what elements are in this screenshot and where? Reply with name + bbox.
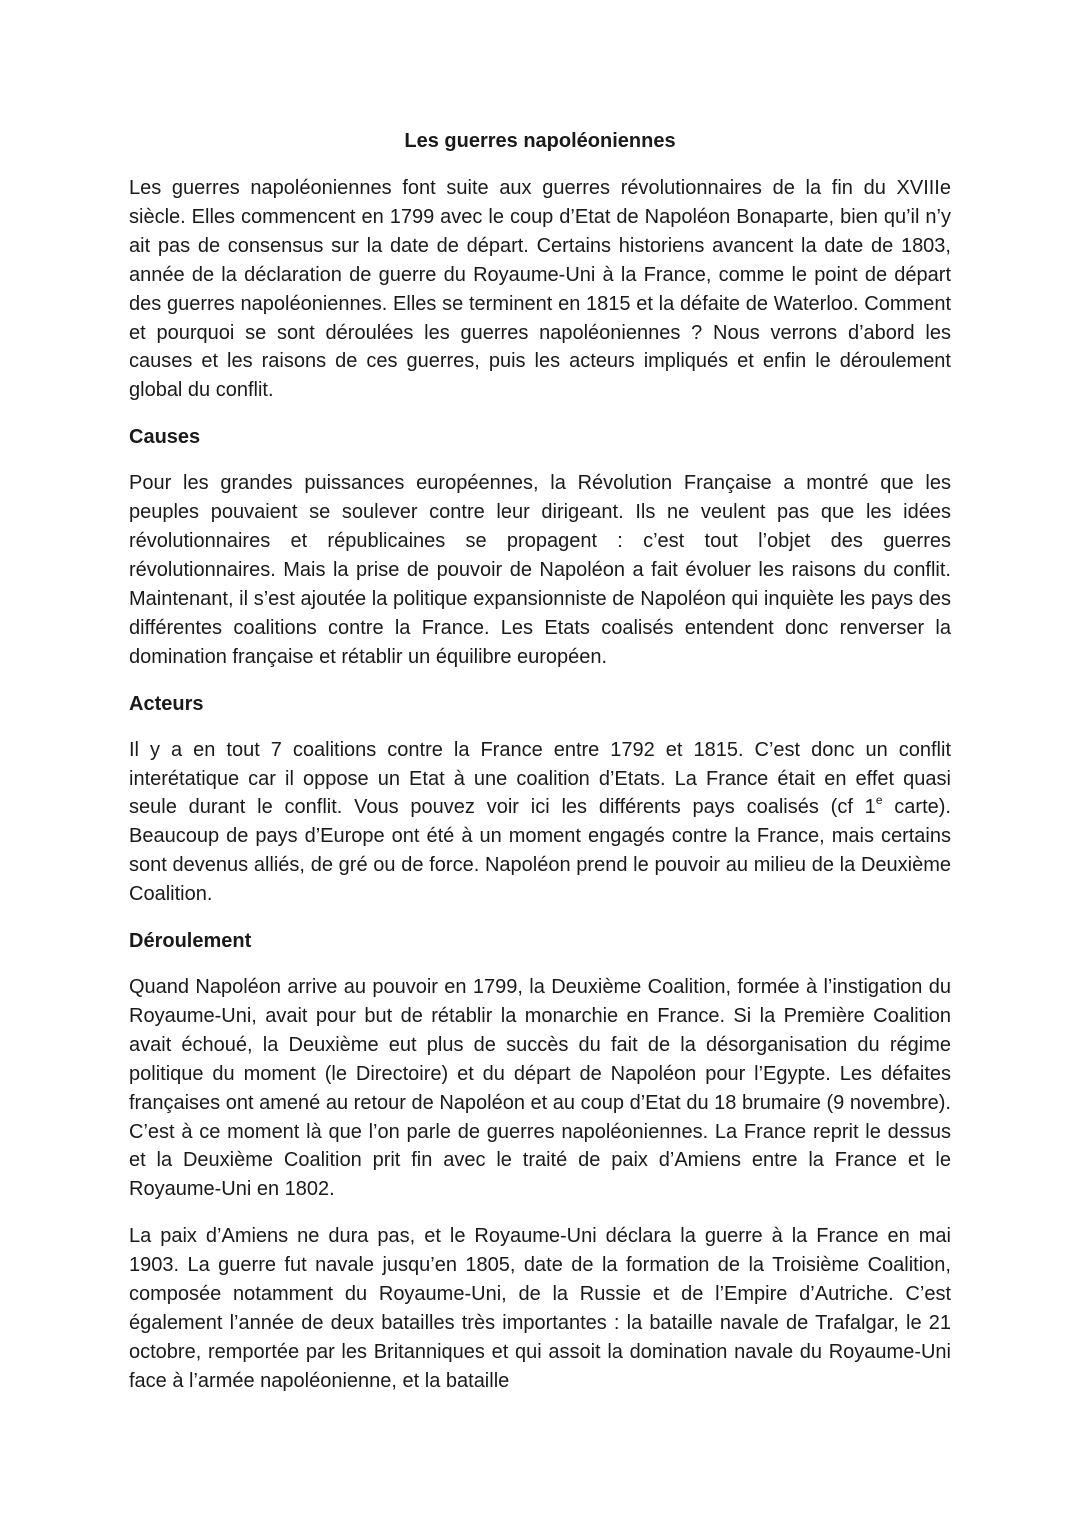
deroulement-paragraph-2: La paix d’Amiens ne dura pas, et le Royaume-Uni déclara la guerre à la France en mai 1903. La guerre fut navale jusqu’en 1805, date de la formation de la Troisième Coalition, composée notamment du Royaume-Uni, de la Russie et de l’Empire d’Autriche. C’est également l’année de deux batailles très importantes : la bataille navale de Trafalgar, le 21 octobre, remportée par les Britanniques et qui assoit la domination navale du Royaume-Uni face à l’armée napoléonienne, et la bataille	[129, 1225, 951, 1392]
section-heading-acteurs: Acteurs	[129, 692, 204, 715]
acteurs-text-part-2: carte). Beaucoup de pays d’Europe ont été à un moment engagés contre la France, mais certains sont devenus alliés, de gré ou de force. Napoléon prend le pouvoir au milieu de la Deuxième Coalition.	[129, 796, 951, 906]
document-page	[129, 127, 951, 1414]
acteurs-paragraph	[129, 736, 951, 909]
causes-paragraph: Pour les grandes puissances européennes, la Révolution Française a montré que les peuples pouvaient se soulever contre leur dirigeant. Ils ne veulent pas que les idées révolutionnaires et républicaines se propagent : c’est tout l’objet des guerres révolutionnaires. Mais la prise de pouvoir de Napoléon a fait évoluer les raisons du conflit. Maintenant, il s’est ajoutée la politique expansionniste de Napoléon qui inquiète les pays des différentes coalitions contre la France. Les Etats coalisés entendent donc renverser la domination française et rétablir un équilibre européen.	[129, 472, 951, 668]
ordinal-superscript: e	[875, 793, 883, 808]
acteurs-text-part-1: Il y a en tout 7 coalitions contre la France entre 1792 et 1815. C’est donc un conflit interétatique car il oppose un Etat à une coalition d’Etats. La France était en effet quasi seule durant le conflit. Vous pouvez voir ici les différents pays coalisés (cf 1	[129, 738, 951, 819]
section-heading-causes: Causes	[129, 426, 201, 449]
intro-paragraph: Les guerres napoléoniennes font suite aux guerres révolutionnaires de la fin du XVIIIe siècle. Elles commencent en 1799 avec le coup d’Etat de Napoléon Bonaparte, bien qu’il n’y ait pas de consensus sur la date de départ. Certains historiens avancent la date de 1803, année de la déclaration de guerre du Royaume-Uni à la France, comme le point de départ des guerres napoléoniennes. Elles se terminent en 1815 et la défaite de Waterloo. Comment et pourquoi se sont déroulées les guerres napoléoniennes ? Nous verrons d’abord les causes et les raisons de ces guerres, puis les acteurs impliqués et enfin le déroulement global du conflit.	[129, 177, 951, 402]
page-title: Les guerres napoléoniennes	[404, 130, 676, 152]
deroulement-paragraph-1: Quand Napoléon arrive au pouvoir en 1799, la Deuxième Coalition, formée à l’instigation du Royaume-Uni, avait pour but de rétablir la monarchie en France. Si la Première Coalition avait échoué, la Deuxième eut plus de succès du fait de la désorganisation du régime politique du moment (le Directoire) et du départ de Napoléon pour l’Egypte. Les défaites françaises ont amené au retour de Napoléon et au coup d’Etat du 18 brumaire (9 novembre). C’est à ce moment là que l’on parle de guerres napoléoniennes. La France reprit le dessus et la Deuxième Coalition prit fin avec le traité de paix d’Amiens entre la France et le Royaume-Uni en 1802.	[129, 976, 951, 1201]
section-heading-deroulement: Déroulement	[129, 930, 252, 953]
